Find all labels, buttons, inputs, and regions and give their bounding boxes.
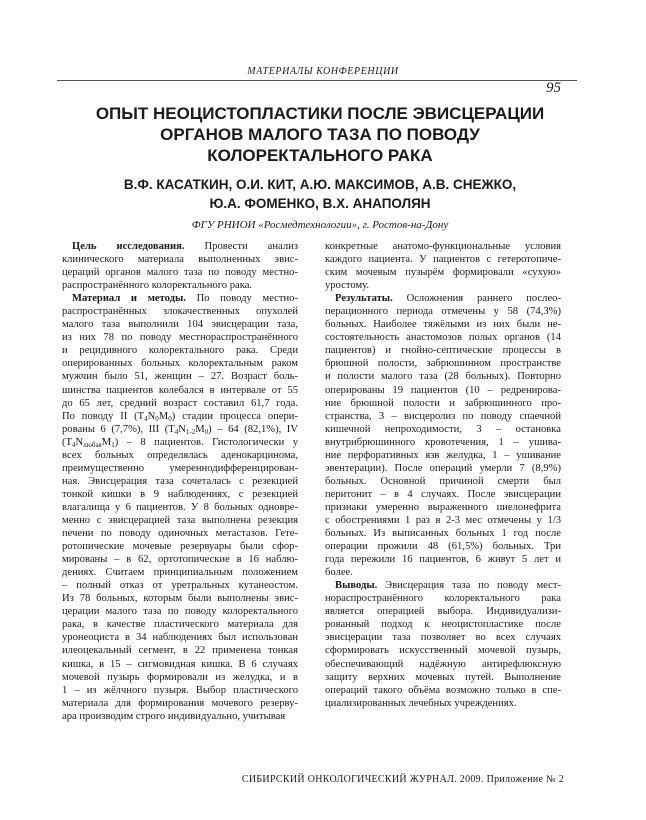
text-line: печени по поводу одиночных метастазов. Гете- [62,528,298,540]
text-line: церации малого таза по поводу колоректального [62,606,298,618]
body-column-left [62,240,298,723]
text-line: оперированных больных колоректальным раком [62,358,298,370]
text-line: 1 – из жёлчного пузыря. Выбор пластического [62,684,298,696]
text-line: рованный подход к неоцистопластике после [325,619,561,631]
text-line: из них 78 по поводу местнораспространённого [62,332,298,344]
text-line: больных. Из выписанных больных 1 год после [325,528,561,540]
text-line: циализированных лечебных учреждениях. [325,697,517,709]
text-line: распространённых злокачественных опухолей [62,306,298,318]
text-line: Результаты. Осложнения раннего послео- [335,293,561,305]
text-line: ским мочевым пузырём формировали «сухую» [325,267,561,279]
header-rule [57,80,577,81]
text-line: менно с эвисцерацией таза выполнена резекция [62,514,298,526]
text-line: уронеоциста в 34 наблюдениях был использован [62,632,298,644]
text-line: операции прожили 48 (61,5%) больных. Три [325,541,561,553]
text-line: $(T_4N_{любая}M_1) - 8$ пациентов. Гистологически у [62,436,298,449]
title-line: ОРГАНОВ МАЛОГО ТАЗА ПО ПОВОДУ [160,125,480,144]
text-line: странства, 3 – висцеролиз по поводу спаечной [325,410,561,422]
text-line: нораспространённого колоректального рака [325,593,561,605]
text-line: больных. Наиболее тяжёлыми из них были не- [325,319,561,331]
text-line: цераций органов малого таза по поводу местно- [62,267,298,279]
text-line: ние перфоративных язв желудка, 1 – ушивание [325,449,561,461]
text-line: каждого пациента. У пациентов с гетеротопиче- [325,254,561,266]
text-line: Из 78 больных, которым были выполнены эвис- [62,593,298,605]
text-line: является операцией выбора. Индивидуализи- [325,606,561,618]
text-line: шинства пациентов колебался в интервале от 55 [62,384,298,396]
text-line: года пережили 16 пациентов, 6 живут 5 лет и [325,554,561,566]
text-line: кишечной непроходимости, 3 – остановка [325,423,561,435]
journal-footer: СИБИРСКИЙ ОНКОЛОГИЧЕСКИЙ ЖУРНАЛ. 2009. Приложение № 2 [241,774,564,785]
text-line: влагалища у 6 пациентов. У 8 больных одновре- [62,501,298,513]
text-line: обеспечивающий надёжную антирефлюксную [325,658,561,670]
text-line: Цель исследования. Провести анализ [72,241,298,252]
text-line: илеоцекальный сегмент, в 22 применена тонкая [62,645,298,657]
text-line: до 65 лет, средний возраст составил 61,7 года. [62,397,298,409]
text-line: уростому. [325,280,370,292]
text-line: эвентерации). После операций умерли 7 (8,9%) [325,462,561,474]
text-line: преимущественно умереннодифференцирован- [62,462,298,474]
text-line: состоятельность анастомозов полых органов (14 [325,332,561,344]
text-line: клинического материала выполненных эвис- [62,254,298,266]
text-line: Материал и методы. По поводу местно- [72,293,298,305]
text-line: – полный отказ от уретральных кутанеостом. [62,580,298,592]
text-line: малого таза выполнили 104 эвисцерации таза, [62,319,298,331]
text-line: внутрибрюшинного кровотечения, 1 – ушива- [325,436,561,448]
text-line: кишка, в 15 – сигмовидная кишка. В 6 случаях [62,658,298,670]
text-line: мужчин было 51, женщин – 27. Возраст боль- [62,371,298,383]
text-line: и рецидивного колоректального рака. Среди [62,345,298,357]
text-line: брюшной полости, забрюшинном пространстве [325,358,561,370]
text-line: защиту верхних мочевых путей. Выполнение [325,671,561,683]
journal-section-header: МАТЕРИАЛЫ КОНФЕРЕНЦИИ [247,66,399,77]
title-line: ОПЫТ НЕОЦИСТОПЛАСТИКИ ПОСЛЕ ЭВИСЦЕРАЦИИ [95,104,545,123]
text-line: ние брюшной полости и забрюшинного про- [325,397,561,409]
text-line: материала для формирования мочевого резерву- [62,697,298,709]
text-line: конкретные анатомо-функциональные условия [325,241,561,252]
body-column-right [325,240,561,710]
article-title [60,103,580,166]
text-line: ара производим строго индивидуально, учитывая [62,710,286,722]
text-line: По поводу II $(T_4N_0M_0)$ стадии процесса опери- [62,410,298,423]
text-line: тонкой кишки в 9 наблюдениях, с резекцией [62,488,298,500]
text-line: Выводы. Эвисцерация таза по поводу мест- [335,580,561,592]
page-number: 95 [546,80,561,96]
text-line: операций такого объёма возможно только в спе- [325,684,561,696]
author-line: Ю.А. ФОМЕНКО, В.Х. АНАПОЛЯН [209,196,431,211]
text-line: пациентов) и гнойно-септические процессы в [325,345,561,357]
text-line: ная. Эвисцерация таза сочеталась с резекцией [62,475,298,487]
text-line: дениях. Считаем принципиальным положением [62,567,298,579]
text-line: перационного периода отмечены у 58 (74,3%) [325,306,561,318]
text-line: ротопические мочевые резервуары были сфор- [62,541,298,553]
title-line: КОЛОРЕКТАЛЬНОГО РАКА [207,146,433,165]
text-line: сформировать искусственный мочевой пузырь, [325,645,561,657]
text-line: рованы 6 (7,7%), III $(T_4N_{1-2}M_0) - 64$ (82,1%), IV [62,423,298,436]
text-line: мированы – в 62, ортотопические в 16 наблю- [62,554,298,566]
affiliation: ФГУ РНИОИ «Росмедтехнологии», г. Ростов-на-Дону [191,219,449,231]
text-line: мочевой пузырь формировали из желудка, и в [62,671,298,683]
text-line: рака, в качестве пластического материала для [62,619,298,631]
text-line: оперированы 19 пациентов (10 – редренирова- [325,384,561,396]
text-line: с обострениями 1 раз в 2-3 мес отмечены у 1/3 [325,514,561,526]
text-line: всех больных определялась аденокарцинома, [62,449,298,461]
text-line: и полости малого таза (28 больных). Повторно [325,371,561,383]
text-line: более. [325,567,353,579]
text-line: перитонит – в 4 случаях. После эвисцерации [325,488,561,500]
author-line: В.Ф. КАСАТКИН, О.И. КИТ, А.Ю. МАКСИМОВ, А.В. СНЕЖКО, [123,177,517,192]
author-list [60,175,580,213]
text-line: распространённого колоректального рака. [62,280,253,292]
text-line: эвисцерации таза позволяет во всех случаях [325,632,561,644]
text-line: больных. Основной причиной смерти был [325,475,561,487]
text-line: признаки умеренно выраженного пиелонефрита [325,501,561,513]
